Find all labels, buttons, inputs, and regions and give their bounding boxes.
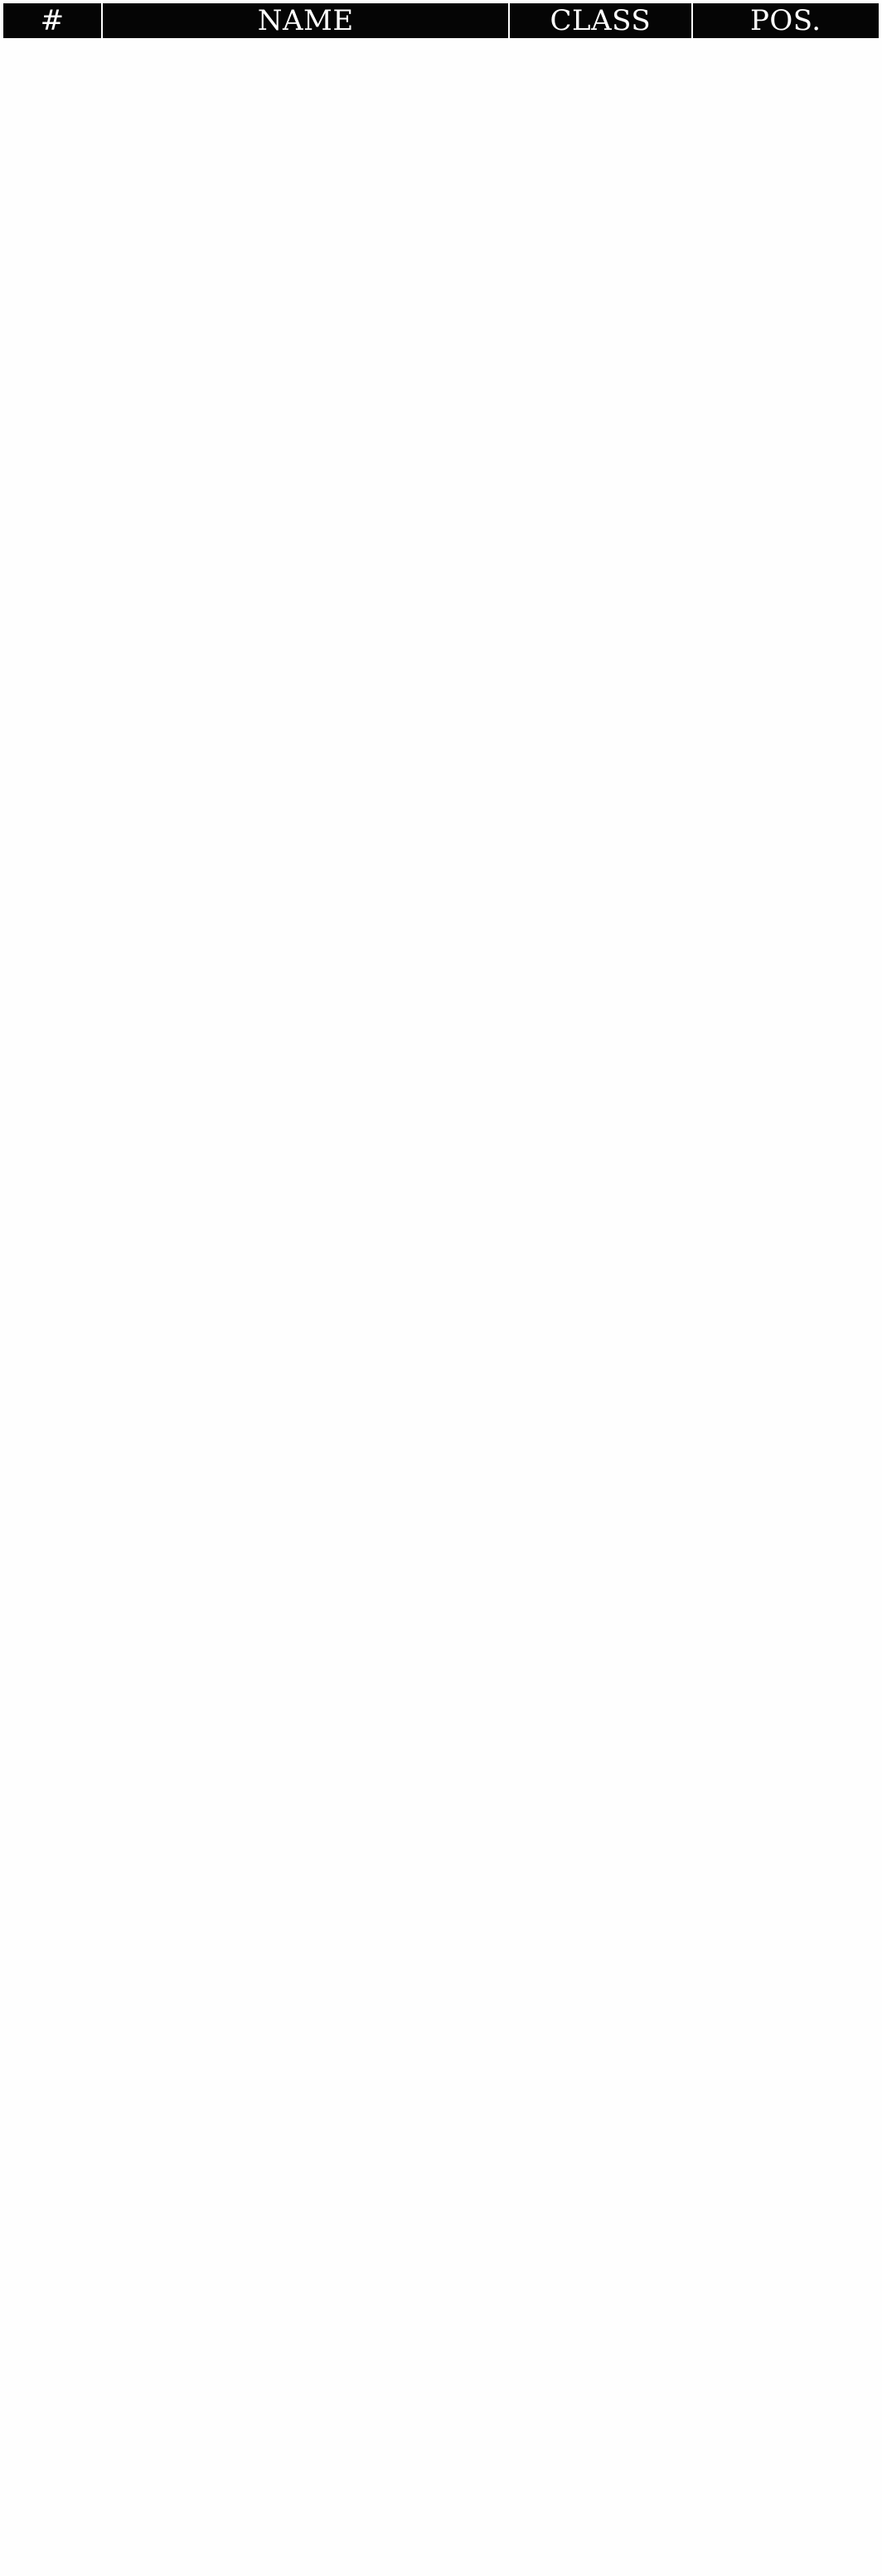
column-header-number[interactable]: # (3, 3, 101, 38)
column-header-class[interactable]: CLASS (510, 3, 691, 38)
column-header-name[interactable]: NAME (103, 3, 508, 38)
column-header-position[interactable]: POS. (693, 3, 879, 38)
roster-table (2, 3, 880, 38)
table-header (3, 3, 879, 38)
header-row (3, 3, 879, 38)
